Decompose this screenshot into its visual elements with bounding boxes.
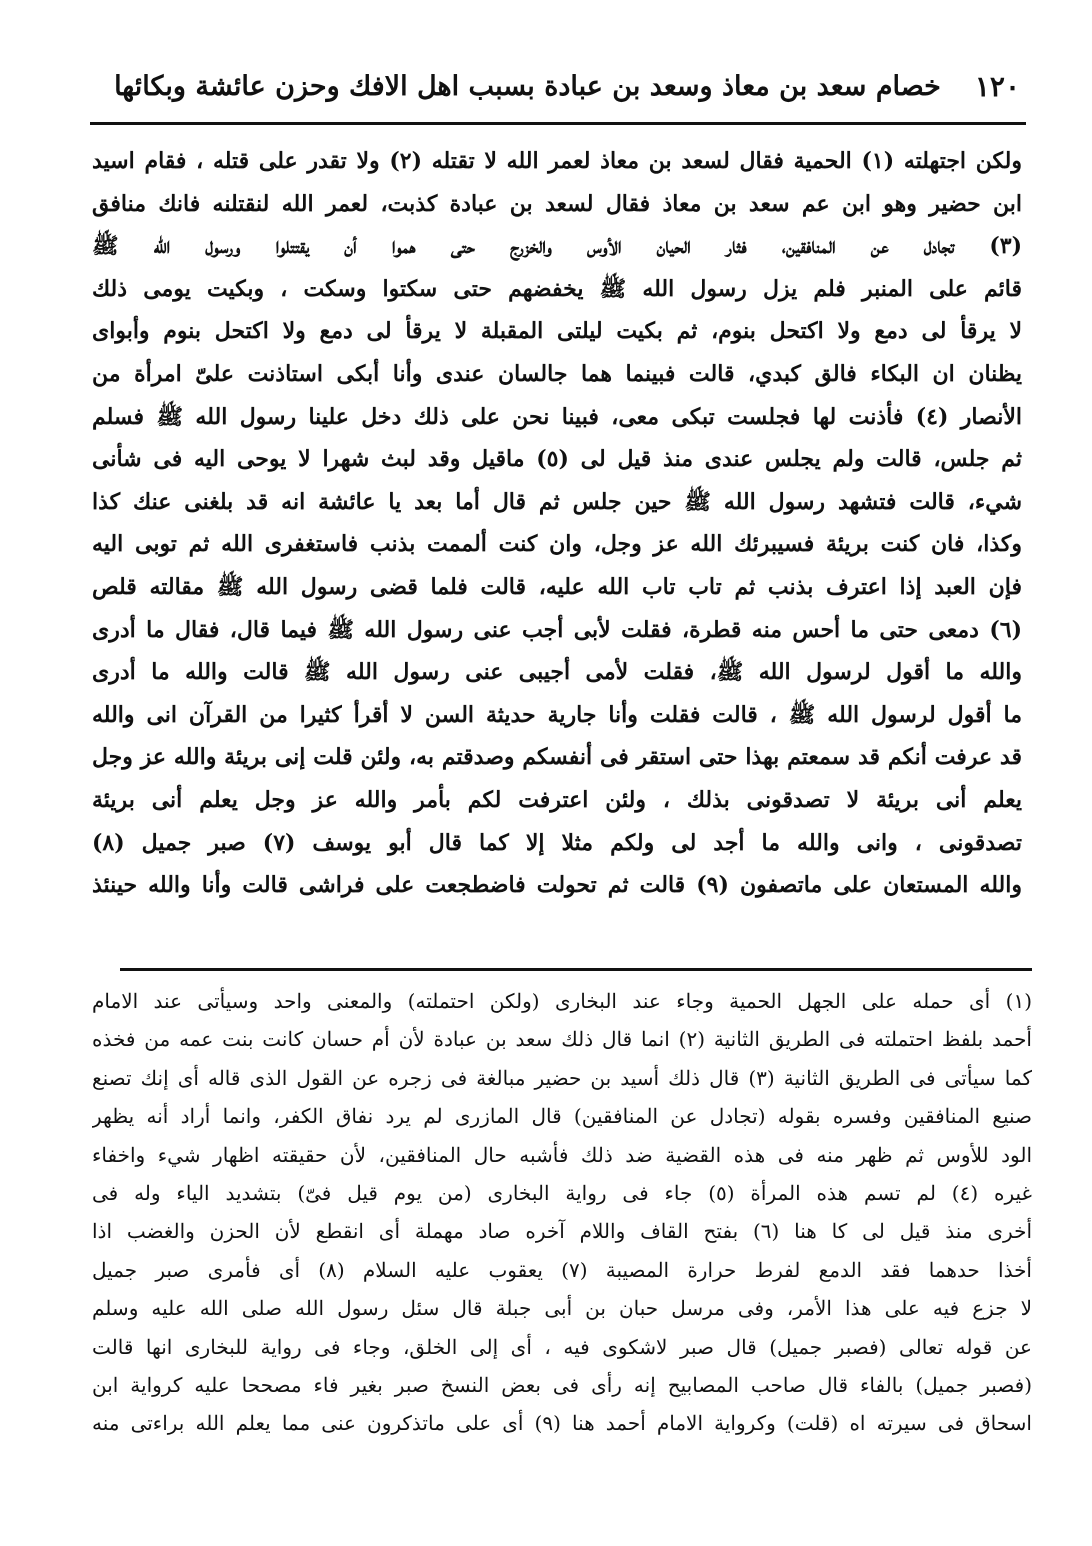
text-line: ثم جلس، قالت ولم يجلس عندى منذ قيل لى (٥) ماقيل وقد لبث شهرا لا يوحى اليه فى شأنى — [92, 446, 1022, 473]
text-line: (٦) دمعى حتى ما أحس منه قطرة، فقلت لأبى أجب عنى رسول الله ﷺ فيما قال، فقال ما أدرى — [92, 616, 1022, 643]
text-line: يعلم أنى بريئة لا تصدقونى بذلك ، ولئن اعترفت لكم بأمر والله عز وجل يعلم أنى بريئة — [92, 786, 1022, 813]
running-title: خصام سعد بن معاذ وسعد بن عبادة بسبب اهل الافك وحزن عائشة وبكائها — [114, 70, 941, 102]
text-line: (٣) تجادل عن المنافقين، فثار الحيان الأوس والخزرج حتى هموا أن يقتتلوا ورسول الله ﷺ — [92, 233, 1022, 260]
text-line: ما أقول لرسول الله ﷺ ، قالت فقلت وأنا جارية حديثة السن لا أقرأ كثيرا من القرآن انى والله — [92, 701, 1022, 728]
text-line: وكذا، فان كنت بريئة فسيبرئك الله عز وجل، وان كنت ألممت بذنب فاستغفرى الله ثم توبى اليه — [92, 531, 1022, 558]
text-line: يظنان ان البكاء فالق كبدي، قالت فبينما هما جالسان عندى وأنا أبكى استاذنت علىّ امرأة من — [92, 360, 1022, 387]
page-header — [90, 62, 1020, 110]
footnote-line: (١) أى حمله على الجهل الحمية وجاء عند البخارى (ولكن احتملته) والمعنى واحد وسيأتى عند الامام — [92, 989, 1032, 1013]
text-line: قائم على المنبر فلم يزل رسول الله ﷺ يخفضهم حتى سكتوا وسكت ، وبكيت يومى ذلك — [92, 275, 1022, 302]
footnote-line: كما سيأتى فى الطريق الثانية (٣) قال ذلك أسيد بن حضير مبالغة فى زجره عن القول الذى قاله أى إنك تصنع — [92, 1065, 1032, 1090]
footnote-line: لا جزع فيه على هذا الأمر، وفى مرسل حبان بن أبى جبلة قال سئل رسول الله صلى الله عليه وسلم — [92, 1296, 1032, 1321]
text-line: ابن حضير وهو ابن عم سعد بن معاذ فقال لسعد بن عبادة كذبت، لعمر الله لنقتلنه فانك منافق — [92, 190, 1022, 217]
text-line: والله ما أقول لرسول الله ﷺ، فقلت لأمى أجيبى عنى رسول الله ﷺ قالت والله ما أدرى — [92, 659, 1022, 686]
footnotes — [92, 982, 1032, 1443]
page-number: ١٢٠ — [974, 69, 1020, 103]
text-line: لا يرقأ لى دمع ولا اكتحل بنوم، ثم بكيت ليلتى المقبلة لا يرقأ لى دمع ولا اكتحل بنوم وأبواى — [92, 318, 1022, 345]
footnote-line: غيره (٤) لم تسم هذه المرأة (٥) جاء فى رواية البخارى (من يوم قيل فىّ) بتشديد الياء وله فى — [92, 1180, 1032, 1205]
footnote-divider — [120, 968, 1032, 971]
footnote-line: صنيع المنافقين وفسره بقوله (تجادل عن المنافقين) قال المازرى لم يرد نفاق الكفر، وانما أراد أنه يظهر — [92, 1104, 1032, 1129]
text-line: الأنصار (٤) فأذنت لها فجلست تبكى معى، فبينا نحن على ذلك دخل علينا رسول الله ﷺ فسلم — [92, 403, 1022, 430]
footnote-line: أحمد بلفظ احتملته فى الطريق الثانية (٢) انما قال ذلك سعد بن عبادة لأن أم حسان كانت بنت عمه من فخذه — [92, 1027, 1032, 1052]
footnote-line: اسحاق فى سيرته اه (قلت) وكرواية الامام أحمد هنا (٩) أى على ماتذكرون عنى مما يعلم الله براءتى منه — [92, 1411, 1032, 1436]
text-line: والله المستعان على ماتصفون (٩) قالت ثم تحولت فاضطجعت على فراشى قالت وأنا والله حينئذ — [92, 872, 1022, 899]
footnote-line: أخذا حدهما فقد الدمع لفرط حرارة المصيبة (٧) يعقوب عليه السلام (٨) أى فأمرى صبر جميل — [92, 1257, 1032, 1282]
footnote-line: أخرى منذ قيل لى كا هنا (٦) بفتح القاف واللام آخره صاد مهملة أى انقطع لأن الحزن والغضب اذا — [92, 1219, 1032, 1244]
header-divider — [90, 122, 1026, 125]
text-line: قد عرفت أنكم قد سمعتم بهذا حتى استقر فى أنفسكم وصدقتم به، ولئن قلت إنى بريئة والله عز وجل — [92, 744, 1022, 771]
text-line: فإن العبد إذا اعترف بذنب ثم تاب تاب الله عليه، قالت فلما قضى رسول الله ﷺ مقالته قلص — [92, 573, 1022, 600]
footnote-line: عن قوله تعالى (فصبر جميل) قال صبر لاشكوى فيه ، أى إلى الخلق، وجاء فى رواية للبخارى انها قالت — [92, 1334, 1032, 1359]
footnote-line: الود للأوس ثم ظهر منه فى هذه القضية ضد ذلك فأشبه حال المنافقين، لأن حقيقته اظهار شيء واخفاء — [92, 1142, 1032, 1167]
text-line: ولكن اجتهلته (١) الحمية فقال لسعد بن معاذ لعمر الله لا تقتله (٢) ولا تقدر على قتله ، فقام اسيد — [92, 148, 1022, 174]
text-line: شيء، قالت فتشهد رسول الله ﷺ حين جلس ثم قال أما بعد يا عائشة انه قد بلغنى عنك كذا — [92, 488, 1022, 515]
main-text — [92, 140, 1022, 907]
text-line: تصدقونى ، وانى والله ما أجد لى ولكم مثلا إلا كما قال أبو يوسف (٧) صبر جميل (٨) — [92, 829, 1022, 856]
footnote-line: (فصبر جميل) بالفاء قال صاحب المصابيح إنه رأى فى بعض النسخ صبر بغير فاء مصححا عليه كرواية ابن — [92, 1372, 1032, 1397]
